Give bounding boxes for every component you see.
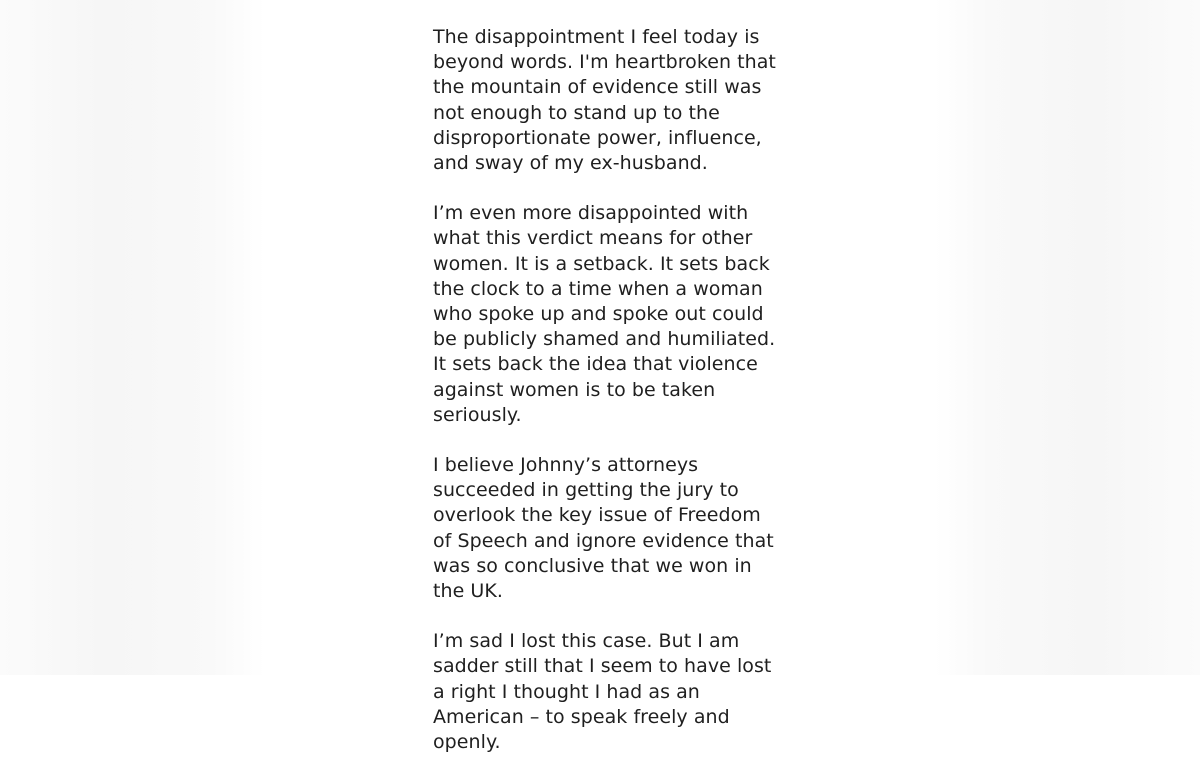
statement-paragraph-1: The disappointment I feel today is beyond words. I'm heartbroken that the mountain of evidence still was not enough to stand up to the disproportionate power, influence, and sway of my ex-husband.: [433, 26, 776, 175]
blurred-background-left: [0, 0, 265, 675]
blurred-background-right: [935, 0, 1200, 675]
statement-paragraph-3: I believe Johnny’s attorneys succeeded in getting the jury to overlook the key issue of Freedom of Speech and ignore evidence that was so conclusive that we won in the UK.: [433, 454, 774, 603]
statement-paragraph-2: I’m even more disappointed with what this verdict means for other women. It is a setback. It sets back the clock to a time when a woman who spoke up and spoke out could be publicly shamed and humiliated. It sets back the idea that violence against women is to be taken seriously.: [433, 202, 776, 426]
statement-text: [433, 25, 778, 780]
statement-paragraph-4: I’m sad I lost this case. But I am sadder still that I seem to have lost a right I thought I had as an American – to speak freely and openly.: [433, 630, 772, 754]
